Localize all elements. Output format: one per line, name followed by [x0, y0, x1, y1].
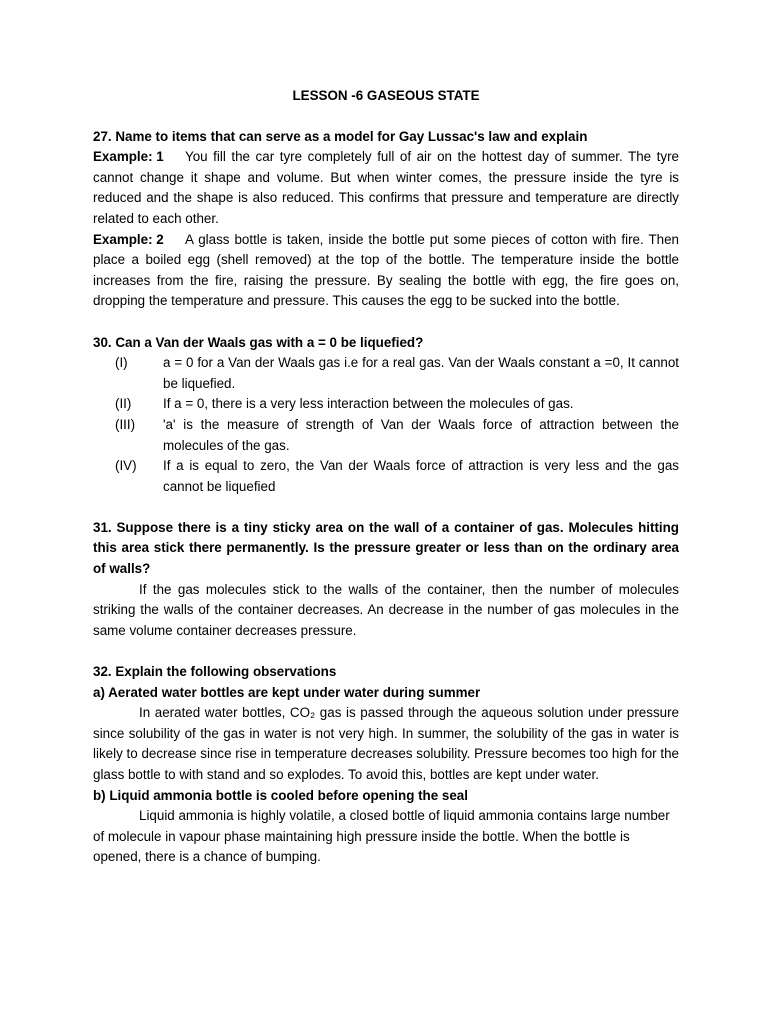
list-item-number: (IV): [115, 458, 137, 474]
question-30: 30. Can a Van der Waals gas with a = 0 be liquefied?: [93, 334, 424, 350]
q32-part-a-text: In aerated water bottles, CO₂ gas is passed through the aqueous solution under pressure since solubility of the gas in water is not very high. In summer, the solubility of the gas in water is likely to decrease since rise in temperature decreases solubility. Pressure becomes too high for the glass bottle to with stand and so explodes. To avoid this, bottles are kept under water.: [93, 705, 679, 782]
spacer: [93, 497, 679, 518]
list-item: [93, 415, 679, 456]
list-item-text: If a = 0, there is a very less interaction between the molecules of gas.: [163, 396, 574, 412]
spacer: [93, 312, 679, 333]
list-item-number: (III): [115, 416, 136, 432]
list-item-text: 'a' is the measure of strength of Van der Waals force of attraction between the molecules of the gas.: [163, 416, 679, 453]
q32-part-b-heading: b) Liquid ammonia bottle is cooled before opening the seal: [93, 787, 468, 803]
q30-list: [93, 353, 679, 497]
q32-part-b-text: Liquid ammonia is highly volatile, a closed bottle of liquid ammonia contains large number of molecule in vapour phase maintaining high pressure inside the bottle. When the bottle is opened, there is a chance of bumping.: [93, 808, 670, 865]
spacer: [93, 641, 679, 662]
list-item-number: (I): [115, 355, 128, 371]
list-item: [93, 456, 679, 497]
question-31: 31. Suppose there is a tiny sticky area on the wall of a container of gas. Molecules hitting this area stick there permanently. Is the pressure greater or less than on the ordinary area of walls?: [93, 519, 679, 577]
example-1-text: You fill the car tyre completely full of air on the hottest day of summer. The tyre cannot change it shape and volume. But when winter comes, the pressure inside the tyre is reduced and the shape is also reduced. This confirms that pressure and temperature are directly related to each other.: [93, 149, 679, 226]
example-2-text: A glass bottle is taken, inside the bottle put some pieces of cotton with fire. Then place a boiled egg (shell removed) at the top of the bottle. The temperature inside the bottle increases from the fire, raising the pressure. By sealing the bottle with egg, the fire goes on, dropping the temperature and pressure. This causes the egg to be sucked into the bottle.: [93, 231, 679, 309]
example-1-label: Example: 1: [93, 149, 164, 165]
q32-part-a-heading: a) Aerated water bottles are kept under water during summer: [93, 684, 481, 700]
list-item-number: (II): [115, 396, 132, 412]
question-27: 27. Name to items that can serve as a model for Gay Lussac's law and explain: [93, 128, 588, 144]
example-2-label: Example: 2: [93, 231, 164, 247]
list-item: [93, 394, 679, 415]
q31-answer: If the gas molecules stick to the walls of the container, then the number of molecules striking the walls of the container decreases. An decrease in the number of gas molecules in the same volume container decreases pressure.: [93, 581, 679, 638]
list-item-text: a = 0 for a Van der Waals gas i.e for a real gas. Van der Waals constant a =0, It cannot be liquefied.: [163, 355, 679, 391]
list-item-text: If a is equal to zero, the Van der Waals force of attraction is very less and the gas cannot be liquefied: [163, 458, 679, 494]
q27-example-1: [93, 147, 679, 229]
q27-example-2: [93, 230, 679, 312]
page-title: LESSON -6 GASEOUS STATE: [292, 88, 480, 103]
question-32: 32. Explain the following observations: [93, 664, 337, 680]
list-item: [93, 353, 679, 394]
document-body: [93, 86, 679, 868]
